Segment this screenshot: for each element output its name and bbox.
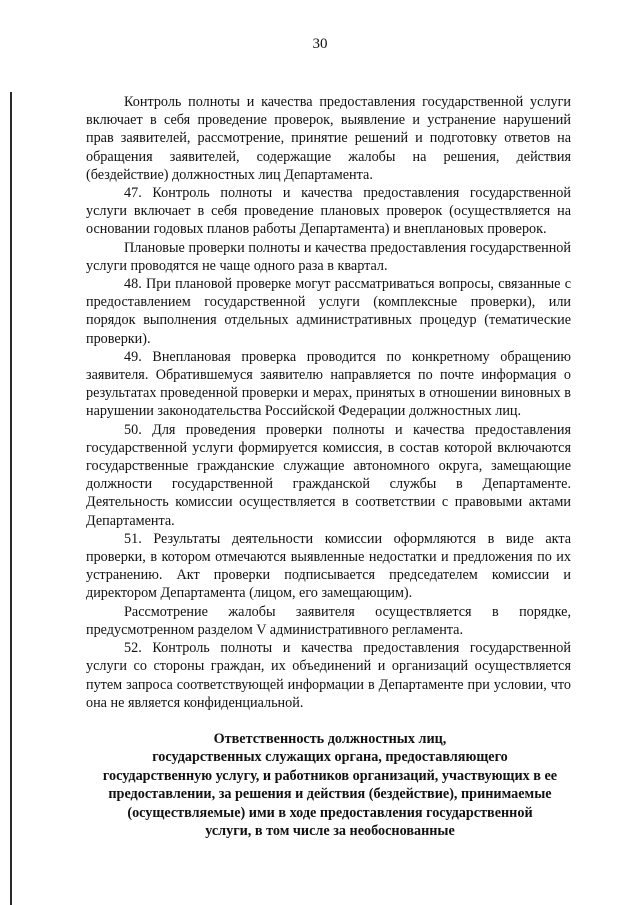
paragraph-50: 50. Для проведения проверки полноты и качества предоставления государственной услуги формируется комиссия, в состав которой включаются государственные гражданские служащие автономного округа, замещающие должности государственной гражданской службы в Департаменте. Деятельность комиссии осуществляется в соответствии с правовыми актами Департамента. [86,421,571,529]
section-heading [80,730,580,840]
body-text [86,93,571,712]
paragraph-47: 47. Контроль полноты и качества предоставления государственной услуги включает в себя проведение плановых проверок (осуществляется на основании годовых планов работы Департамента) и внеплановых проверок. [86,185,571,238]
section-heading-line: государственных служащих органа, предоставляющего [152,749,508,766]
section-heading-line: государственную услугу, и работников организаций, участвующих в ее [102,767,558,784]
section-heading-line: услуги, в том числе за необоснованные [205,823,455,840]
paragraph-planned-checks: Плановые проверки полноты и качества предоставления государственной услуги проводятся не чаще одного раза в квартал. [86,239,571,274]
section-heading-line: предоставлении, за решения и действия (бездействие), принимаемые [108,786,552,803]
paragraph-51: 51. Результаты деятельности комиссии оформляются в виде акта проверки, в котором отмечаются выявленные недостатки и предложения по их устранению. Акт проверки подписывается председателем комиссии и директором Департамента (лицом, его замещающим). [86,530,571,602]
paragraph-complaint-review: Рассмотрение жалобы заявителя осуществляется в порядке, предусмотренном разделом V административного регламента. [86,603,571,638]
paragraph-52: 52. Контроль полноты и качества предоставления государственной услуги со стороны граждан, их объединений и организаций осуществляется путем запроса соответствующей информации в Департаменте при условии, что она не является конфиденциальной. [86,640,571,711]
paragraph-49: 49. Внеплановая проверка проводится по конкретному обращению заявителя. Обратившемуся заявителю направляется по почте информация о результатах проведенной проверки и мерах, принятых в отношении виновных в нарушении законодательства Российской Федерации должностных лиц. [86,348,571,420]
paragraph-control-scope: Контроль полноты и качества предоставления государственной услуги включает в себя проведение проверок, выявление и устранение нарушений прав заявителей, рассмотрение, принятие решений и подготовку ответов на обращения заявителей, содержащие жалобы на решения, действия (бездействие) должностных лиц Департамента. [86,94,571,183]
page-number: 30 [312,36,328,52]
section-heading-line: (осуществляемые) ими в ходе предоставления государственной [127,804,533,821]
paragraph-48: 48. При плановой проверке могут рассматриваться вопросы, связанные с предоставлением государственной услуги (комплексные проверки), или порядок выполнения отдельных административных процедур (тематические проверки). [86,276,571,347]
section-heading-line: Ответственность должностных лиц, [213,731,447,747]
binding-margin-line [10,92,12,905]
